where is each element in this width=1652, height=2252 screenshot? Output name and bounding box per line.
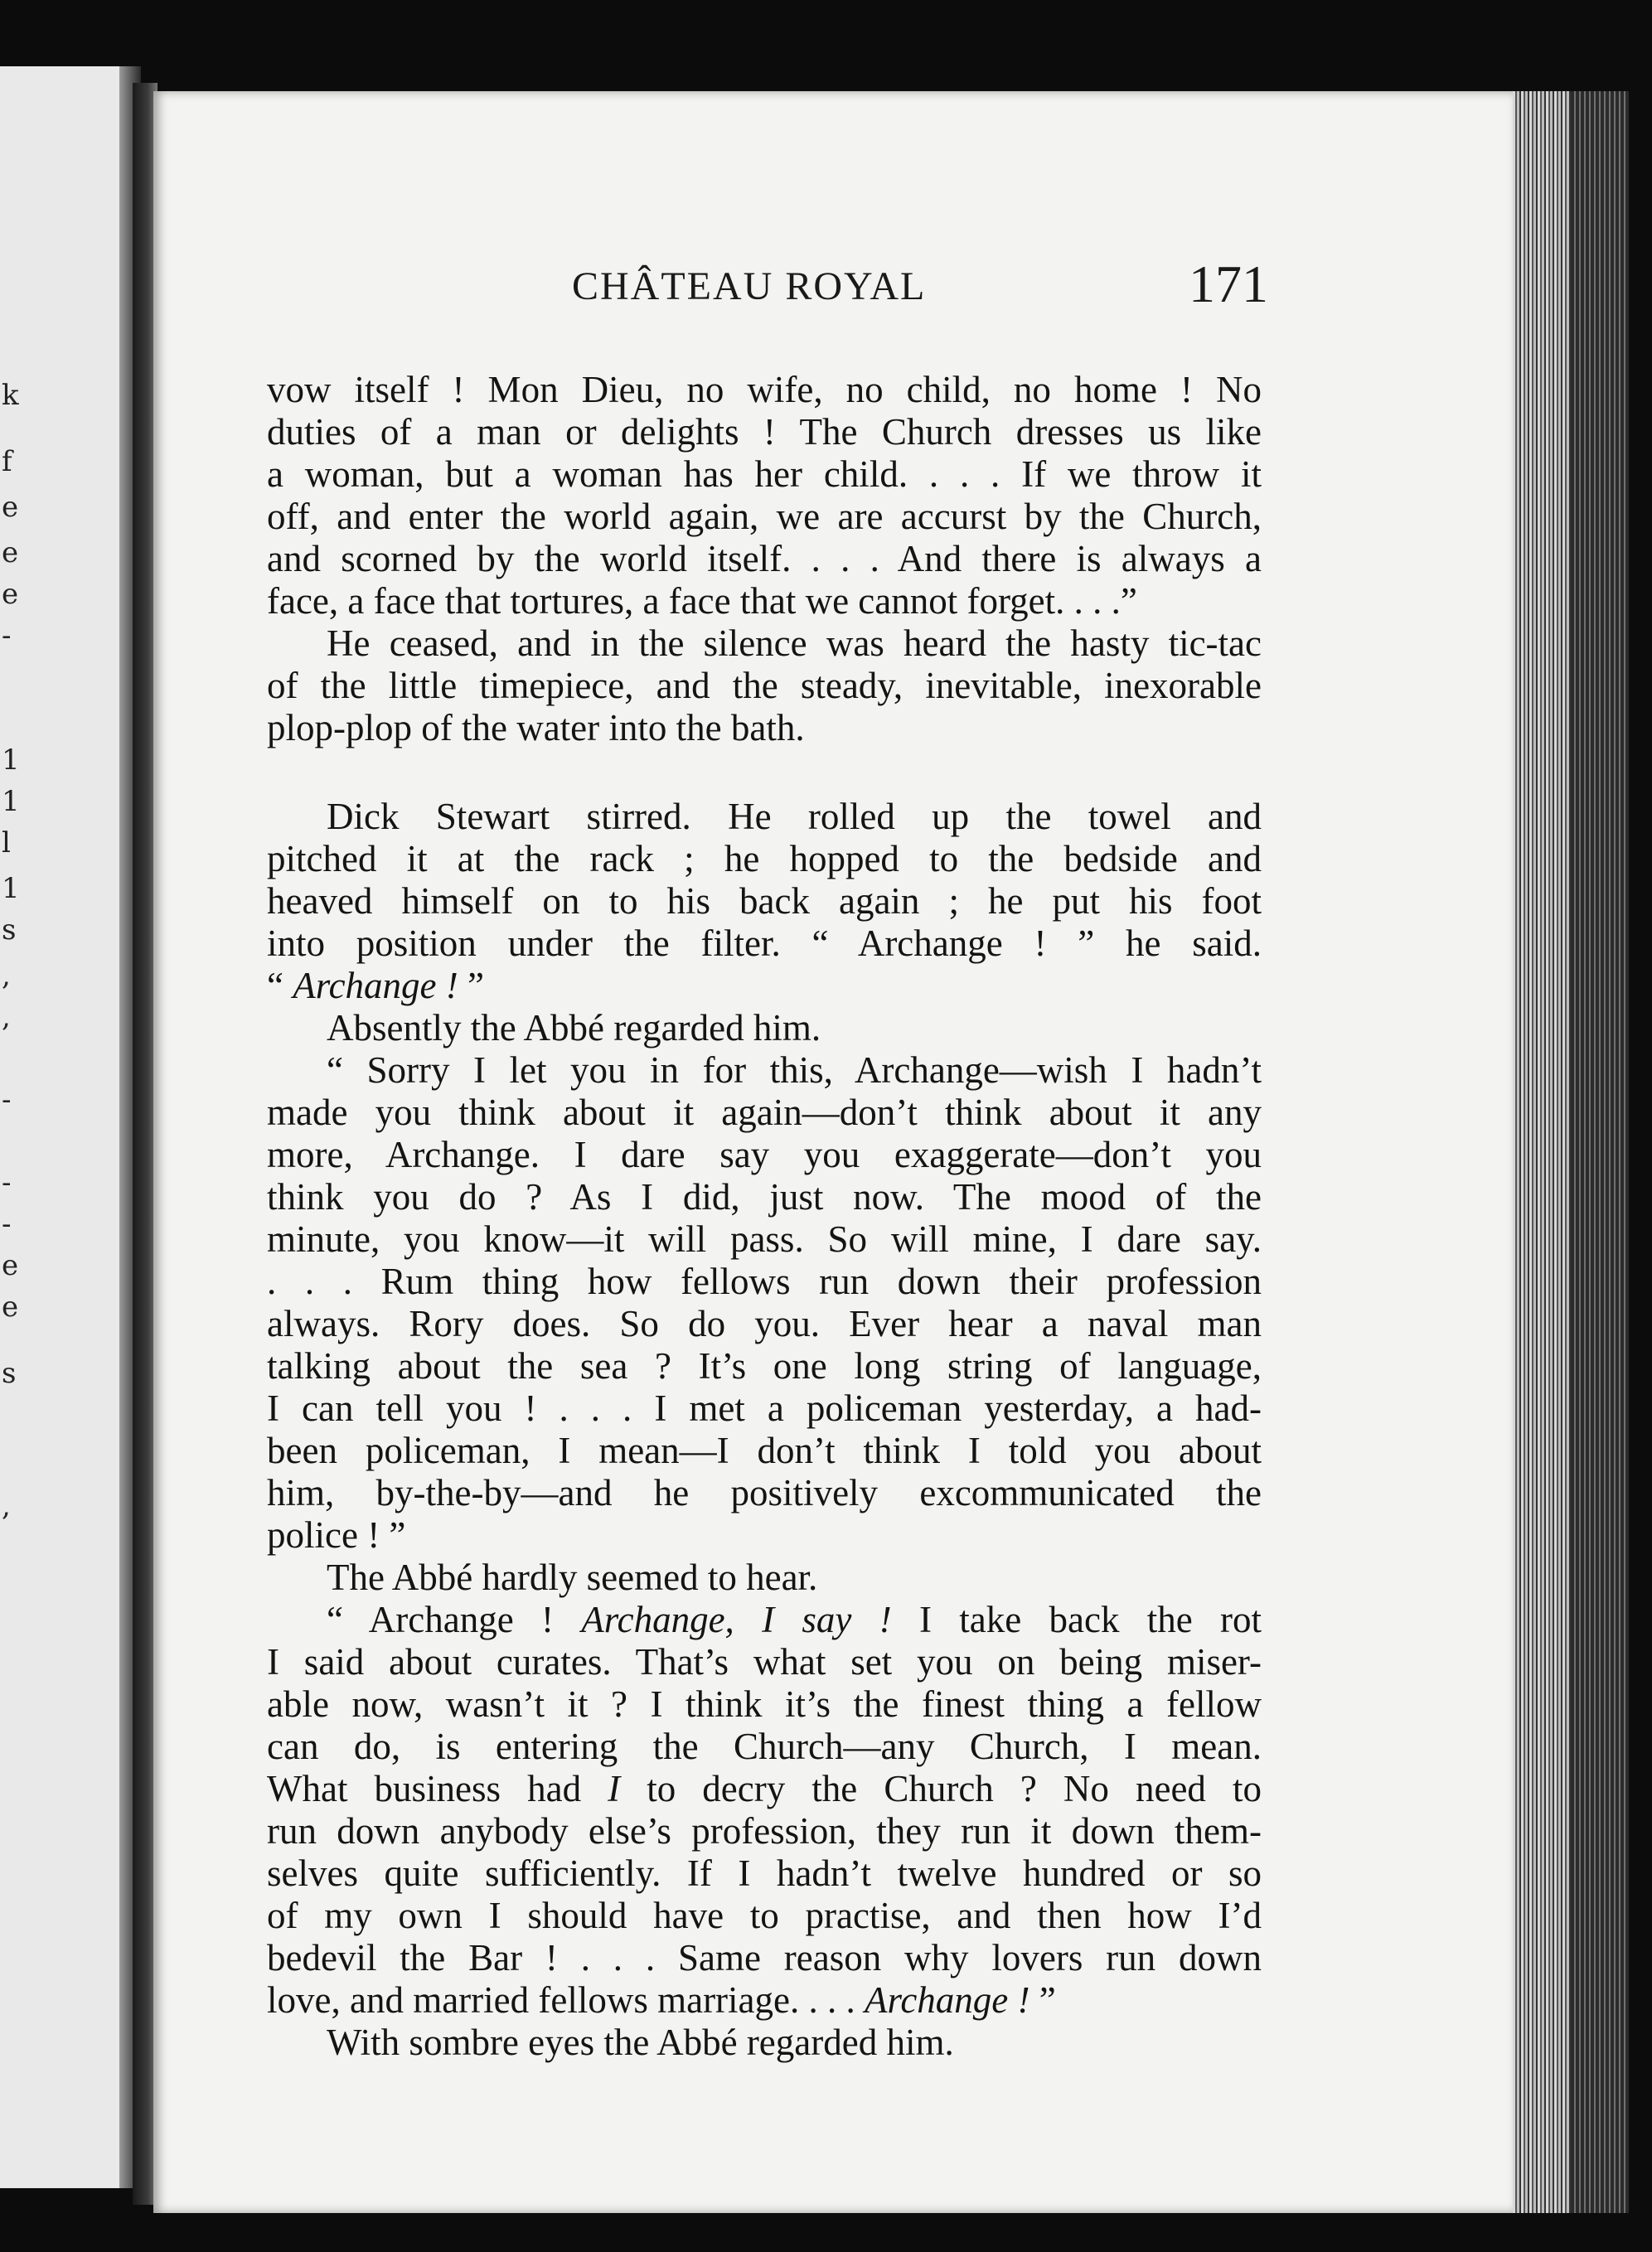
line-text: “ xyxy=(267,965,293,1006)
left-mark: 1 xyxy=(2,785,20,818)
line-text: The Abbé hardly seemed to hear. xyxy=(327,1557,818,1598)
text-line xyxy=(267,1345,1262,1388)
line-text: made you think about it again—don’t think about it any xyxy=(267,1092,1262,1133)
text-line xyxy=(267,1641,1262,1683)
line-text: . . . Rum thing how fellows run down their profession xyxy=(267,1261,1262,1302)
left-mark: - xyxy=(2,1083,12,1116)
line-text: What business had xyxy=(267,1768,608,1809)
line-text: love, and married fellows marriage. . . . xyxy=(267,1979,865,2021)
page-stack-edge-dark xyxy=(1571,91,1629,2213)
left-mark: l xyxy=(2,826,11,860)
paragraph xyxy=(267,622,1262,749)
left-mark: s xyxy=(2,913,17,947)
left-mark: , xyxy=(2,1000,11,1034)
left-mark: - xyxy=(2,1208,12,1241)
line-text: him, by-the-by—and he positively excommunicated the xyxy=(267,1472,1262,1513)
left-mark: f xyxy=(2,445,12,478)
line-text: off, and enter the world again, we are accurst by the Church, xyxy=(267,496,1262,537)
italic-text: Archange ! xyxy=(293,965,458,1006)
page-number: 171 xyxy=(1189,254,1268,313)
section-break xyxy=(267,749,1262,796)
text-line xyxy=(267,1430,1262,1472)
line-text: run down anybody else’s profession, they run it down them- xyxy=(267,1810,1262,1852)
line-text: selves quite sufficiently. If I hadn’t twelve hundred or so xyxy=(267,1852,1262,1894)
text-line xyxy=(267,707,1262,749)
line-text: always. Rory does. So do you. Ever hear a naval man xyxy=(267,1303,1262,1344)
left-mark: , xyxy=(2,1489,11,1523)
left-mark: s xyxy=(2,1357,17,1390)
line-text: can do, is entering the Church—any Church, I mean. xyxy=(267,1726,1262,1767)
text-line xyxy=(267,1683,1262,1726)
text-line xyxy=(267,496,1262,538)
line-text-after: ” xyxy=(1029,1979,1056,2021)
text-line xyxy=(267,1726,1262,1768)
left-mark: e xyxy=(2,536,19,569)
text-line xyxy=(267,965,1262,1007)
line-text: more, Archange. I dare say you exaggerate—don’t you xyxy=(267,1134,1262,1175)
text-line xyxy=(267,1810,1262,1852)
italic-text: Archange ! xyxy=(865,1979,1030,2021)
line-text: I said about curates. That’s what set you on being miser- xyxy=(267,1641,1262,1683)
line-text: With sombre eyes the Abbé regarded him. xyxy=(327,2022,954,2063)
line-text: “ Sorry I let you in for this, Archange—wish I hadn’t xyxy=(327,1049,1262,1091)
text-line xyxy=(267,411,1262,453)
text-line xyxy=(267,538,1262,580)
italic-text: Archange, I say ! xyxy=(581,1599,892,1640)
left-mark: - xyxy=(2,619,12,652)
left-mark: k xyxy=(2,379,19,412)
line-text: been policeman, I mean—I don’t think I told you about xyxy=(267,1430,1262,1471)
text-line xyxy=(267,880,1262,923)
text-line xyxy=(267,665,1262,707)
text-line xyxy=(267,580,1262,622)
text-line xyxy=(267,1261,1262,1303)
line-text: Dick Stewart stirred. He rolled up the towel and xyxy=(327,796,1262,837)
text-line xyxy=(267,453,1262,496)
line-text: heaved himself on to his back again ; he put his foot xyxy=(267,880,1262,922)
text-line xyxy=(267,1937,1262,1979)
left-mark: e xyxy=(2,491,19,524)
paragraph xyxy=(267,1049,1262,1557)
text-line xyxy=(267,2022,1262,2064)
left-mark: 1 xyxy=(2,872,20,905)
line-text: vow itself ! Mon Dieu, no wife, no child, no home ! No xyxy=(267,369,1262,410)
paragraph xyxy=(267,1007,1262,1049)
line-text: Absently the Abbé regarded him. xyxy=(327,1007,821,1049)
line-text: able now, wasn’t it ? I think it’s the finest thing a fellow xyxy=(267,1683,1262,1725)
line-text-after: ” xyxy=(458,965,484,1006)
left-page-cut-text xyxy=(0,66,25,2188)
text-line xyxy=(267,1472,1262,1514)
text-line xyxy=(267,1218,1262,1261)
line-text: plop-plop of the water into the bath. xyxy=(267,707,805,748)
line-text: into position under the filter. “ Archange ! ” he said. xyxy=(267,923,1262,964)
paragraph xyxy=(267,1599,1262,2022)
text-line xyxy=(267,369,1262,411)
text-line xyxy=(267,1599,1262,1641)
running-title: CHÂTEAU ROYAL xyxy=(572,264,927,308)
text-line xyxy=(267,1176,1262,1218)
line-text: talking about the sea ? It’s one long string of language, xyxy=(267,1345,1262,1387)
text-line xyxy=(267,1514,1262,1557)
left-mark: , xyxy=(2,959,11,992)
page-stack-edge xyxy=(1513,91,1571,2213)
paragraph xyxy=(267,796,1262,1007)
line-text: a woman, but a woman has her child. . . . If we throw it xyxy=(267,453,1262,495)
text-line xyxy=(267,838,1262,880)
left-mark: 1 xyxy=(2,743,20,777)
line-text: of my own I should have to practise, and then how I’d xyxy=(267,1895,1262,1936)
line-text: and scorned by the world itself. . . . And there is always a xyxy=(267,538,1262,579)
text-line xyxy=(267,1852,1262,1895)
text-line xyxy=(267,1007,1262,1049)
text-line xyxy=(267,622,1262,665)
line-text: minute, you know—it will pass. So will mine, I dare say. xyxy=(267,1218,1262,1260)
line-text: duties of a man or delights ! The Church dresses us like xyxy=(267,411,1262,453)
text-line xyxy=(267,1303,1262,1345)
text-line xyxy=(267,923,1262,965)
line-text: pitched it at the rack ; he hopped to the bedside and xyxy=(267,838,1262,879)
line-text: I can tell you ! . . . I met a policeman yesterday, a had- xyxy=(267,1388,1262,1429)
body-text xyxy=(267,369,1262,2064)
line-text: of the little timepiece, and the steady, inevitable, inexorable xyxy=(267,665,1262,706)
running-head xyxy=(274,254,1285,330)
line-text-after: I take back the rot xyxy=(891,1599,1262,1640)
text-line xyxy=(267,1092,1262,1134)
line-text: bedevil the Bar ! . . . Same reason why lovers run down xyxy=(267,1937,1262,1978)
line-text: face, a face that tortures, a face that we cannot forget. . . .” xyxy=(267,580,1137,622)
text-line xyxy=(267,1134,1262,1176)
text-line xyxy=(267,1895,1262,1937)
left-mark: e xyxy=(2,1249,19,1282)
paragraph xyxy=(267,2022,1262,2064)
text-line xyxy=(267,1388,1262,1430)
line-text: He ceased, and in the silence was heard the hasty tic-tac xyxy=(327,622,1262,664)
text-line xyxy=(267,1979,1262,2022)
text-line xyxy=(267,1557,1262,1599)
line-text: think you do ? As I did, just now. The mood of the xyxy=(267,1176,1262,1218)
text-line xyxy=(267,796,1262,838)
line-text: police ! ” xyxy=(267,1514,406,1556)
left-mark: e xyxy=(2,578,19,611)
left-mark: e xyxy=(2,1291,19,1324)
text-line xyxy=(267,1768,1262,1810)
line-text: “ Archange ! xyxy=(327,1599,582,1640)
text-line xyxy=(267,1049,1262,1092)
left-facing-page xyxy=(0,66,141,2188)
line-text-after: to decry the Church ? No need to xyxy=(620,1768,1262,1809)
paragraph xyxy=(267,1557,1262,1599)
italic-text: I xyxy=(608,1768,621,1809)
paragraph xyxy=(267,369,1262,622)
left-mark: - xyxy=(2,1166,12,1199)
